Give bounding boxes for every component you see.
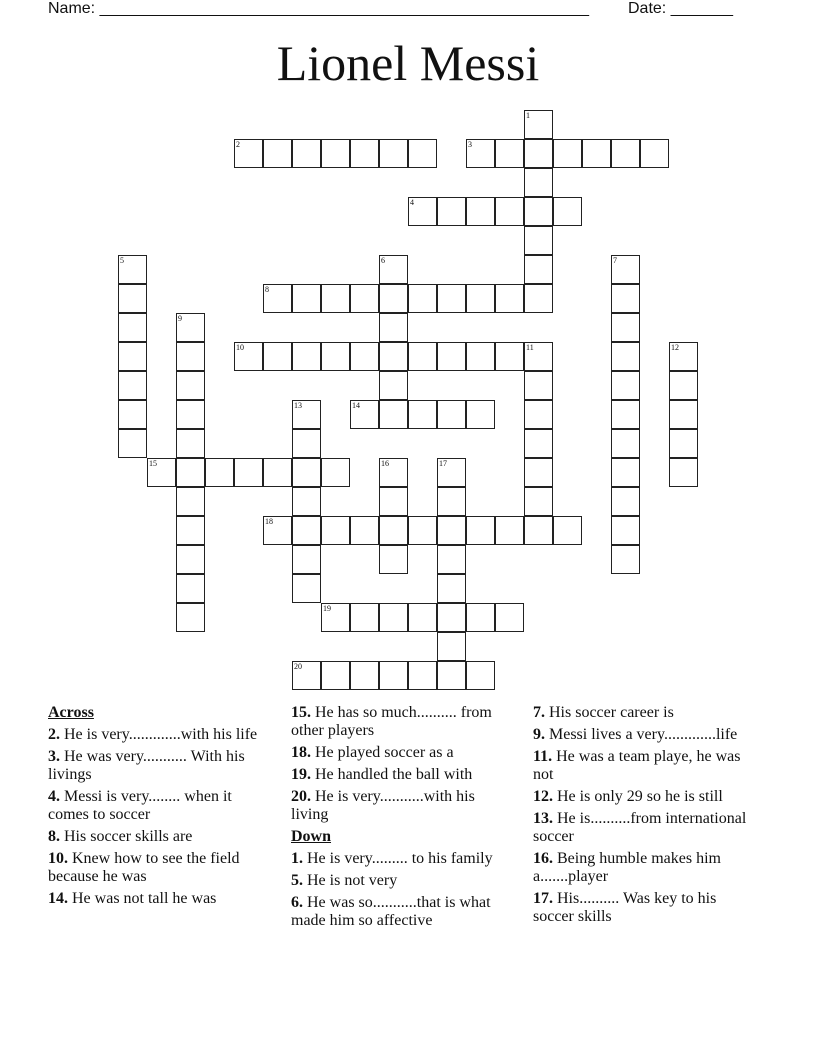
- cell-number: 10: [236, 343, 244, 352]
- grid-cell[interactable]: [118, 371, 147, 400]
- grid-cell[interactable]: [437, 603, 466, 632]
- clue-number: 2: [48, 726, 56, 743]
- grid-cell[interactable]: [524, 429, 553, 458]
- grid-cell[interactable]: [524, 400, 553, 429]
- grid-cell[interactable]: [176, 603, 205, 632]
- grid-cell[interactable]: [524, 458, 553, 487]
- grid-cell[interactable]: [379, 487, 408, 516]
- clues-column-3: [533, 704, 753, 930]
- grid-cell[interactable]: [669, 458, 698, 487]
- grid-cell[interactable]: [379, 516, 408, 545]
- clue-down-6: 6. He was so...........that is what made him so affective: [291, 894, 491, 929]
- grid-cell[interactable]: [292, 574, 321, 603]
- grid-cell[interactable]: [611, 458, 640, 487]
- grid-cell[interactable]: [292, 342, 321, 371]
- clue-number: 18: [291, 744, 307, 761]
- cell-number: 17: [439, 459, 447, 468]
- grid-cell[interactable]: [379, 545, 408, 574]
- grid-cell[interactable]: [495, 197, 524, 226]
- grid-cell[interactable]: [176, 400, 205, 429]
- clue-number: 13: [533, 810, 549, 827]
- grid-cell[interactable]: [553, 516, 582, 545]
- grid-cell[interactable]: [379, 603, 408, 632]
- across-heading: Across: [48, 704, 94, 721]
- clue-text: He is very.............with his life: [64, 726, 258, 743]
- grid-cell[interactable]: [408, 342, 437, 371]
- clue-number: 1: [291, 850, 299, 867]
- clue-text: He was so...........that is what made him so affective: [291, 894, 491, 929]
- grid-cell[interactable]: [118, 429, 147, 458]
- clue-down-7: 7. His soccer career is: [533, 704, 674, 721]
- grid-cell[interactable]: [524, 197, 553, 226]
- cell-number: 19: [323, 604, 331, 613]
- grid-cell[interactable]: [524, 284, 553, 313]
- clue-number: 19: [291, 766, 307, 783]
- cell-number: 15: [149, 459, 157, 468]
- grid-cell[interactable]: [466, 197, 495, 226]
- grid-cell[interactable]: [292, 139, 321, 168]
- grid-cell[interactable]: [466, 661, 495, 690]
- grid-cell[interactable]: [118, 400, 147, 429]
- clue-text: Messi is very........ when it comes to soccer: [48, 788, 232, 823]
- grid-cell[interactable]: [408, 516, 437, 545]
- name-field[interactable]: Name: _______________________________________________________: [48, 0, 589, 17]
- grid-cell[interactable]: [611, 139, 640, 168]
- grid-cell[interactable]: [176, 429, 205, 458]
- clue-across-8: 8. His soccer skills are: [48, 828, 193, 845]
- grid-cell[interactable]: [176, 516, 205, 545]
- page-title: Lionel Messi: [276, 35, 540, 91]
- grid-cell[interactable]: [350, 139, 379, 168]
- grid-cell[interactable]: [379, 313, 408, 342]
- grid-cell[interactable]: [234, 458, 263, 487]
- cell-number: 18: [265, 517, 273, 526]
- grid-cell[interactable]: [408, 661, 437, 690]
- clue-across-20: 20. He is very...........with his living: [291, 788, 475, 823]
- grid-cell[interactable]: [350, 603, 379, 632]
- grid-cell[interactable]: [437, 632, 466, 661]
- clue-text: He was a team playe, he was not: [533, 748, 741, 783]
- grid-cell[interactable]: [524, 487, 553, 516]
- cell-number: 9: [178, 314, 182, 323]
- grid-cell[interactable]: [495, 603, 524, 632]
- clue-number: 20: [291, 788, 307, 805]
- grid-cell[interactable]: [524, 226, 553, 255]
- cell-number: 2: [236, 140, 240, 149]
- clue-down-11: 11. He was a team playe, he was not: [533, 748, 741, 783]
- grid-cell[interactable]: [437, 574, 466, 603]
- clue-number: 16: [533, 850, 549, 867]
- clues-column-2: [291, 704, 509, 934]
- grid-cell[interactable]: [408, 400, 437, 429]
- grid-cell[interactable]: [669, 400, 698, 429]
- cell-number: 3: [468, 140, 472, 149]
- clue-down-12: 12. He is only 29 so he is still: [533, 788, 723, 805]
- clue-number: 12: [533, 788, 549, 805]
- cell-number: 5: [120, 256, 124, 265]
- clues-column-1: [48, 704, 262, 912]
- cell-number: 1: [526, 111, 530, 120]
- grid-cell[interactable]: [437, 487, 466, 516]
- grid-cell[interactable]: [640, 139, 669, 168]
- clue-down-9: 9. Messi lives a very.............life: [533, 726, 738, 743]
- clue-across-4: 4. Messi is very........ when it comes to soccer: [48, 788, 232, 823]
- cell-number: 11: [526, 343, 534, 352]
- clue-text: He handled the ball with: [315, 766, 473, 783]
- grid-cell[interactable]: [437, 545, 466, 574]
- grid-cell[interactable]: [321, 342, 350, 371]
- grid-cell[interactable]: [611, 487, 640, 516]
- grid-cell[interactable]: [350, 284, 379, 313]
- grid-cell[interactable]: [495, 139, 524, 168]
- cell-number: 8: [265, 285, 269, 294]
- grid-cell[interactable]: [437, 197, 466, 226]
- grid-cell[interactable]: [524, 371, 553, 400]
- grid-cell[interactable]: [321, 661, 350, 690]
- clue-text: Messi lives a very.............life: [549, 726, 738, 743]
- grid-cell[interactable]: [350, 661, 379, 690]
- grid-cell[interactable]: [321, 284, 350, 313]
- down-heading: Down: [291, 828, 332, 845]
- grid-cell[interactable]: [176, 342, 205, 371]
- clue-number: 7: [533, 704, 541, 721]
- cell-number: 7: [613, 256, 617, 265]
- grid-cell[interactable]: [118, 284, 147, 313]
- grid-cell[interactable]: [437, 400, 466, 429]
- clue-text: He is very......... to his family: [307, 850, 493, 867]
- grid-cell[interactable]: [611, 400, 640, 429]
- clue-text: He is not very: [307, 872, 398, 889]
- clue-across-3: 3. He was very........... With his livings: [48, 748, 245, 783]
- grid-cell[interactable]: [379, 661, 408, 690]
- clue-text: He is..........from international soccer: [533, 810, 747, 845]
- grid-cell[interactable]: [524, 139, 553, 168]
- clue-number: 9: [533, 726, 541, 743]
- clue-number: 6: [291, 894, 299, 911]
- clue-number: 17: [533, 890, 549, 907]
- grid-cell[interactable]: [321, 458, 350, 487]
- cell-number: 6: [381, 256, 385, 265]
- cell-number: 14: [352, 401, 360, 410]
- date-field[interactable]: Date: _______: [628, 0, 733, 17]
- grid-cell[interactable]: [466, 400, 495, 429]
- grid-cell[interactable]: [292, 516, 321, 545]
- grid-cell[interactable]: [495, 284, 524, 313]
- clue-down-5: 5. He is not very: [291, 872, 398, 889]
- grid-cell[interactable]: [176, 545, 205, 574]
- clue-down-13: 13. He is..........from international soccer: [533, 810, 747, 845]
- grid-cell[interactable]: [292, 429, 321, 458]
- grid-cell[interactable]: [611, 516, 640, 545]
- clue-number: 8: [48, 828, 56, 845]
- grid-cell[interactable]: [263, 139, 292, 168]
- clue-text: He was not tall he was: [72, 890, 217, 907]
- grid-cell[interactable]: [524, 516, 553, 545]
- clue-number: 3: [48, 748, 56, 765]
- clue-down-16: 16. Being humble makes him a.......player: [533, 850, 721, 885]
- clue-text: He is very...........with his living: [291, 788, 475, 823]
- grid-cell[interactable]: [553, 197, 582, 226]
- grid-cell[interactable]: [292, 284, 321, 313]
- grid-cell[interactable]: [379, 342, 408, 371]
- clue-text: His.......... Was key to his soccer skills: [533, 890, 717, 925]
- clue-across-10: 10. Knew how to see the field because he was: [48, 850, 240, 885]
- grid-cell[interactable]: [611, 342, 640, 371]
- grid-cell[interactable]: [292, 487, 321, 516]
- grid-cell[interactable]: [408, 284, 437, 313]
- grid-cell[interactable]: [611, 284, 640, 313]
- grid-cell[interactable]: [408, 603, 437, 632]
- grid-cell[interactable]: [379, 284, 408, 313]
- cell-number: 12: [671, 343, 679, 352]
- grid-cell[interactable]: [669, 371, 698, 400]
- clue-text: Knew how to see the field because he was: [48, 850, 240, 885]
- grid-cell[interactable]: [263, 458, 292, 487]
- clue-across-15: 15. He has so much.......... from other players: [291, 704, 492, 739]
- cell-number: 13: [294, 401, 302, 410]
- grid-cell[interactable]: [437, 516, 466, 545]
- clue-down-17: 17. His.......... Was key to his soccer skills: [533, 890, 717, 925]
- clue-across-18: 18. He played soccer as a: [291, 744, 454, 761]
- grid-cell[interactable]: [611, 313, 640, 342]
- clue-text: His soccer career is: [549, 704, 674, 721]
- clue-text: He played soccer as a: [315, 744, 454, 761]
- grid-cell[interactable]: [176, 371, 205, 400]
- grid-cell[interactable]: [176, 487, 205, 516]
- grid-cell[interactable]: [118, 313, 147, 342]
- clue-number: 4: [48, 788, 56, 805]
- grid-cell[interactable]: [582, 139, 611, 168]
- grid-cell[interactable]: [379, 139, 408, 168]
- grid-cell[interactable]: [466, 342, 495, 371]
- grid-cell[interactable]: [379, 371, 408, 400]
- grid-cell[interactable]: [437, 284, 466, 313]
- grid-cell[interactable]: [611, 371, 640, 400]
- grid-cell[interactable]: [611, 429, 640, 458]
- grid-cell[interactable]: [611, 545, 640, 574]
- grid-cell[interactable]: [437, 342, 466, 371]
- cell-number: 16: [381, 459, 389, 468]
- grid-cell[interactable]: [118, 342, 147, 371]
- grid-cell[interactable]: [524, 168, 553, 197]
- grid-cell[interactable]: [669, 429, 698, 458]
- grid-cell[interactable]: [466, 284, 495, 313]
- clue-number: 15: [291, 704, 307, 721]
- grid-cell[interactable]: [553, 139, 582, 168]
- grid-cell[interactable]: [466, 516, 495, 545]
- clue-across-19: 19. He handled the ball with: [291, 766, 473, 783]
- grid-cell[interactable]: [524, 255, 553, 284]
- grid-cell[interactable]: [321, 516, 350, 545]
- grid-cell[interactable]: [495, 342, 524, 371]
- grid-cell[interactable]: [495, 516, 524, 545]
- cell-number: 20: [294, 662, 302, 671]
- clue-number: 5: [291, 872, 299, 889]
- grid-cell[interactable]: [350, 516, 379, 545]
- clue-number: 14: [48, 890, 64, 907]
- grid-cell[interactable]: [176, 458, 205, 487]
- clue-across-14: 14. He was not tall he was: [48, 890, 217, 907]
- clue-number: 10: [48, 850, 64, 867]
- grid-cell[interactable]: [408, 139, 437, 168]
- cell-number: 4: [410, 198, 414, 207]
- grid-cell[interactable]: [466, 603, 495, 632]
- grid-cell[interactable]: [292, 458, 321, 487]
- clue-text: Being humble makes him a.......player: [533, 850, 721, 885]
- clue-text: He has so much.......... from other players: [291, 704, 492, 739]
- clue-text: He was very........... With his livings: [48, 748, 245, 783]
- clue-across-2: 2. He is very.............with his life: [48, 726, 258, 743]
- grid-cell[interactable]: [263, 342, 292, 371]
- clue-number: 11: [533, 748, 549, 765]
- grid-cell[interactable]: [437, 661, 466, 690]
- grid-cell[interactable]: [205, 458, 234, 487]
- grid-cell[interactable]: [350, 342, 379, 371]
- clue-text: His soccer skills are: [64, 828, 193, 845]
- clue-text: He is only 29 so he is still: [557, 788, 723, 805]
- grid-cell[interactable]: [321, 139, 350, 168]
- grid-cell[interactable]: [176, 574, 205, 603]
- clue-down-1: 1. He is very......... to his family: [291, 850, 493, 867]
- grid-cell[interactable]: [292, 545, 321, 574]
- grid-cell[interactable]: [379, 400, 408, 429]
